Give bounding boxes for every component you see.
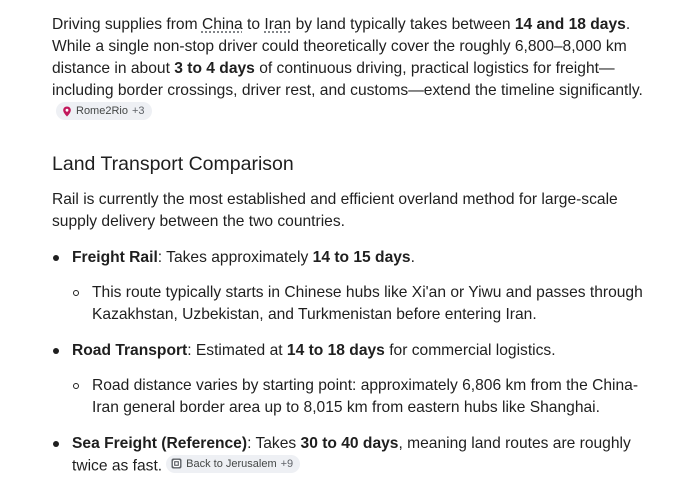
item-bold-duration: 30 to 40 days <box>301 435 399 452</box>
intro-bold-duration: 14 and 18 days <box>515 16 626 33</box>
sub-list <box>72 375 652 419</box>
item-text: : Takes approximately <box>158 249 313 266</box>
source-chip-label: Rome2Rio <box>76 100 128 122</box>
intro-text: by land typically takes between <box>291 16 515 33</box>
source-chip-count: +9 <box>281 453 294 475</box>
item-title: Freight Rail <box>72 249 158 266</box>
iran-link[interactable]: Iran <box>264 16 291 33</box>
sub-list <box>72 282 652 326</box>
intro-text: of continuous driving, practical logistics for freight—including border crossings, driver rest, and customs—extend the timeline significantly. <box>52 60 643 99</box>
intro-text: Driving supplies from <box>52 16 202 33</box>
item-text: : Estimated at <box>187 342 287 359</box>
source-chip-rome2rio[interactable] <box>56 102 152 120</box>
transport-list <box>52 247 652 477</box>
section-lead: Rail is currently the most established and efficient overland method for large-scale supply delivery between the two countries. <box>52 189 652 233</box>
item-text: . <box>411 249 415 266</box>
source-chip-count: +3 <box>132 100 145 122</box>
item-text: , meaning land routes are roughly twice as fast. <box>72 435 631 475</box>
item-text: for commercial logistics. <box>385 342 556 359</box>
sub-list-item: Road distance varies by starting point: approximately 6,806 km from the China-Iran general border area up to 8,015 km from eastern hubs like Shanghai. <box>72 375 652 419</box>
site-favicon-icon <box>171 458 182 469</box>
item-title: Sea Freight (Reference) <box>72 435 247 452</box>
source-chip-back-to-jerusalem[interactable] <box>166 455 300 473</box>
china-link[interactable]: China <box>202 16 243 33</box>
list-item-road-transport <box>52 340 652 419</box>
sub-list-item: This route typically starts in Chinese hubs like Xi'an or Yiwu and passes through Kazakhstan, Uzbekistan, and Turkmenistan before entering Iran. <box>72 282 652 326</box>
item-text: : Takes <box>247 435 300 452</box>
source-chip-label: Back to Jerusalem <box>186 453 276 475</box>
intro-paragraph <box>52 14 652 125</box>
location-pin-icon <box>61 106 72 117</box>
item-bold-duration: 14 to 18 days <box>287 342 385 359</box>
item-bold-duration: 14 to 15 days <box>313 249 411 266</box>
list-item-freight-rail <box>52 247 652 326</box>
section-heading: Land Transport Comparison <box>52 151 652 177</box>
intro-text: . While a single non-stop driver could theoretically cover the roughly 6,800–8,000 km distance in about <box>52 16 630 77</box>
item-title: Road Transport <box>72 342 187 359</box>
list-item-sea-freight <box>52 433 652 477</box>
intro-text: to <box>243 16 265 33</box>
answer-content <box>52 14 652 477</box>
intro-bold-driving-time: 3 to 4 days <box>174 60 255 77</box>
